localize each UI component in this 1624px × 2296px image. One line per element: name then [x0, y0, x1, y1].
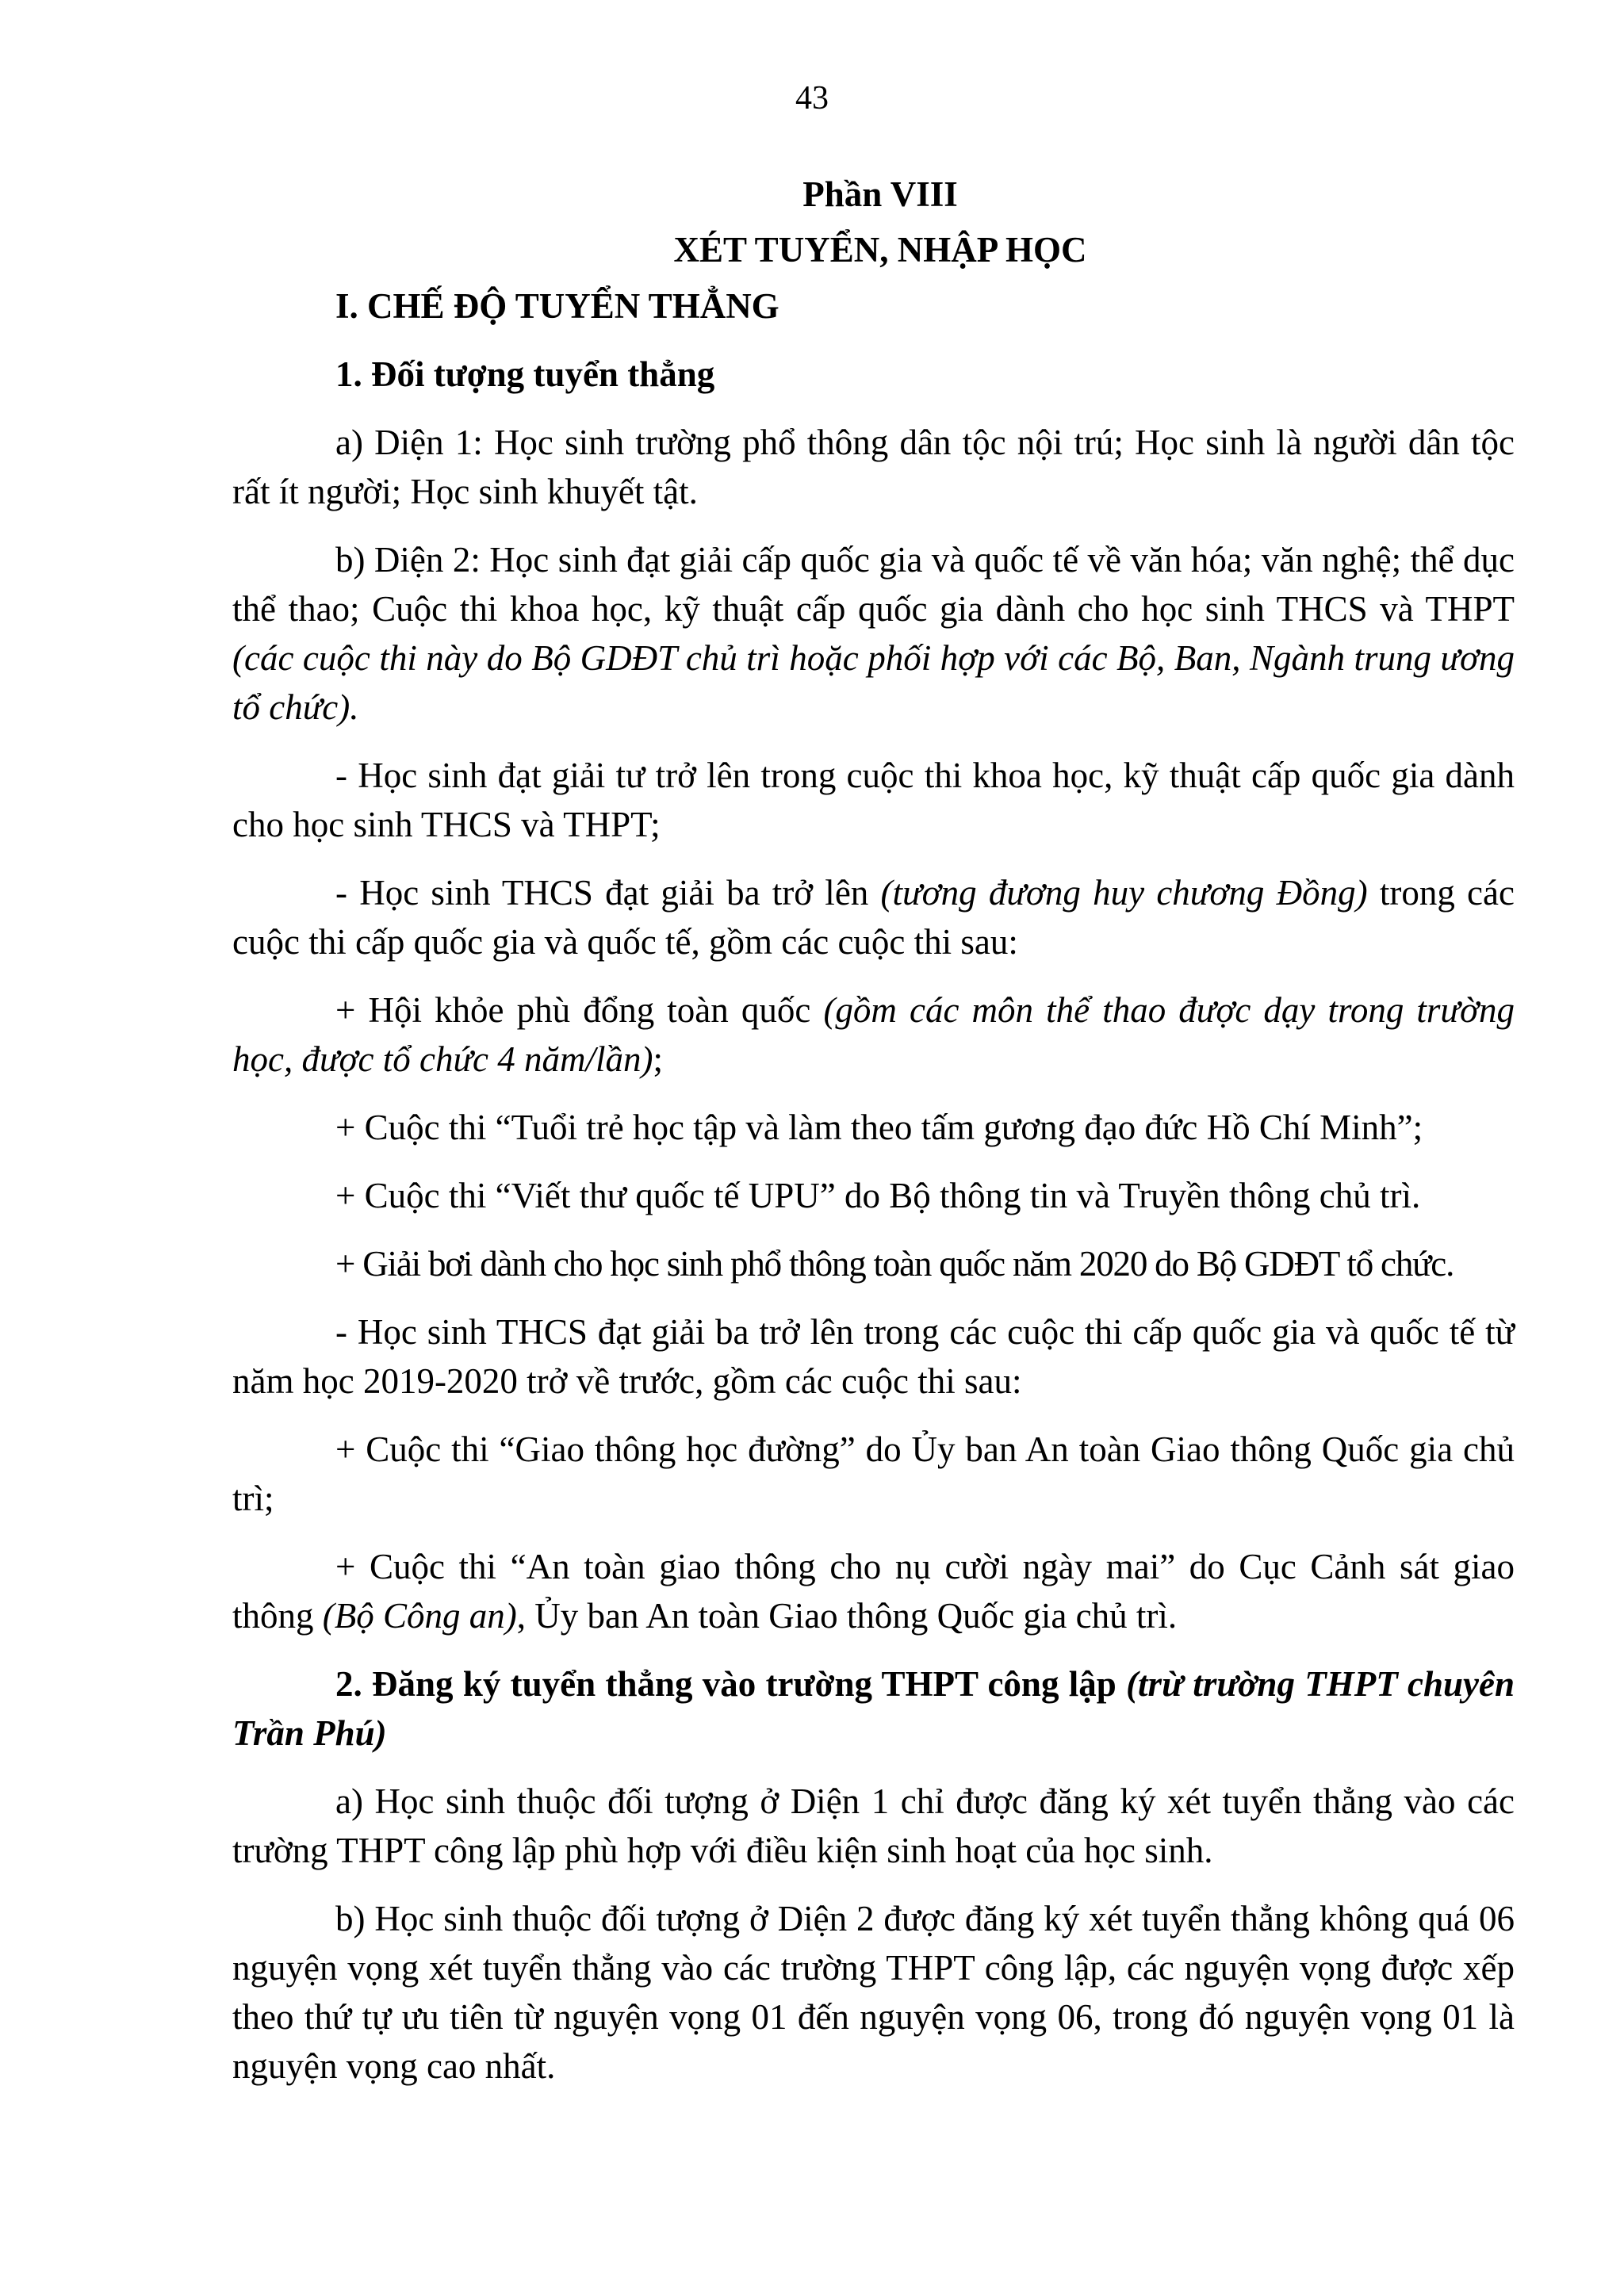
paragraph-2b: b) Học sinh thuộc đối tượng ở Diện 2 được đăng ký xét tuyển thẳng không quá 06 nguyện vọng xét tuyển thẳng vào các trường THPT công lập, các nguyện vọng được xếp theo thứ tự ưu tiên từ nguyện vọng 01 đến nguyện vọng 06, trong đó nguyện vọng 01 là nguyện vọng cao nhất.: [232, 1899, 1515, 2086]
plus-item-5: + Cuộc thi “Giao thông học đường” do Ủy ban An toàn Giao thông Quốc gia chủ trì;: [232, 1429, 1515, 1518]
plus-item-1-tail: ;: [653, 1039, 664, 1079]
plus-item-1-text: + Hội khỏe phù đổng toàn quốc: [335, 990, 824, 1030]
paragraph-2a: a) Học sinh thuộc đối tượng ở Diện 1 chỉ được đăng ký xét tuyển thẳng vào các trường THPT công lập phù hợp với điều kiện sinh hoạt của học sinh.: [232, 1781, 1515, 1870]
plus-item-6-tail: , Ủy ban An toàn Giao thông Quốc gia chủ trì.: [516, 1596, 1178, 1636]
plus-item-3: + Cuộc thi “Viết thư quốc tế UPU” do Bộ thông tin và Truyền thông chủ trì.: [335, 1176, 1421, 1215]
paragraph-dien-1: a) Diện 1: Học sinh trường phổ thông dân tộc nội trú; Học sinh là người dân tộc rất ít người; Học sinh khuyết tật.: [232, 423, 1515, 511]
bullet-item-2-italic: (tương đương huy chương Đồng): [880, 873, 1368, 913]
subsection-2-heading: [232, 1659, 1515, 1758]
bullet-item-2: [232, 868, 1515, 966]
bullet-item-2-text: - Học sinh THCS đạt giải ba trở lên: [335, 873, 881, 913]
part-heading: [0, 166, 1624, 277]
section-heading: I. CHẾ ĐỘ TUYỂN THẲNG: [335, 286, 779, 326]
subsection-2-heading-text: 2. Đăng ký tuyển thẳng vào trường THPT công lập: [335, 1664, 1127, 1704]
bullet-item-3: - Học sinh THCS đạt giải ba trở lên trong các cuộc thi cấp quốc gia và quốc tế từ năm học 2019-2020 trở về trước, gồm các cuộc thi sau:: [232, 1312, 1515, 1401]
subsection-1-heading: 1. Đối tượng tuyển thẳng: [335, 354, 715, 394]
document-body: [232, 281, 1515, 2110]
paragraph-dien-2-text: b) Diện 2: Học sinh đạt giải cấp quốc gia và quốc tế về văn hóa; văn nghệ; thể dục thể thao; Cuộc thi khoa học, kỹ thuật cấp quốc gia dành cho học sinh THCS và THPT: [232, 540, 1515, 629]
plus-item-6: [232, 1542, 1515, 1640]
plus-item-6-italic: (Bộ Công an): [322, 1596, 517, 1636]
part-title: Phần VIII: [802, 174, 958, 214]
plus-item-4: + Giải bơi dành cho học sinh phổ thông toàn quốc năm 2020 do Bộ GDĐT tổ chức.: [335, 1244, 1454, 1284]
bullet-item-2-tail: trong các cuộc thi cấp quốc gia và quốc tế, gồm các cuộc thi sau:: [232, 873, 1515, 962]
plus-item-1-italic: (gồm các môn thể thao được dạy trong trường học, được tổ chức 4 năm/lần): [232, 990, 1515, 1079]
plus-item-1: [232, 985, 1515, 1084]
part-subtitle: XÉT TUYỂN, NHẬP HỌC: [673, 230, 1087, 270]
bullet-item-1: - Học sinh đạt giải tư trở lên trong cuộc thi khoa học, kỹ thuật cấp quốc gia dành cho học sinh THCS và THPT;: [232, 756, 1515, 844]
plus-item-2: + Cuộc thi “Tuổi trẻ học tập và làm theo tấm gương đạo đức Hồ Chí Minh”;: [335, 1108, 1423, 1147]
paragraph-dien-2: [232, 535, 1515, 732]
plus-item-6-text: + Cuộc thi “An toàn giao thông cho nụ cười ngày mai” do Cục Cảnh sát giao thông: [232, 1547, 1515, 1636]
subsection-2-heading-italic: (trừ trường THPT chuyên Trần Phú): [232, 1664, 1515, 1753]
page-number: 43: [795, 80, 829, 117]
paragraph-dien-2-italic: (các cuộc thi này do Bộ GDĐT chủ trì hoặc phối hợp với các Bộ, Ban, Ngành trung ương tổ chức).: [232, 638, 1515, 727]
